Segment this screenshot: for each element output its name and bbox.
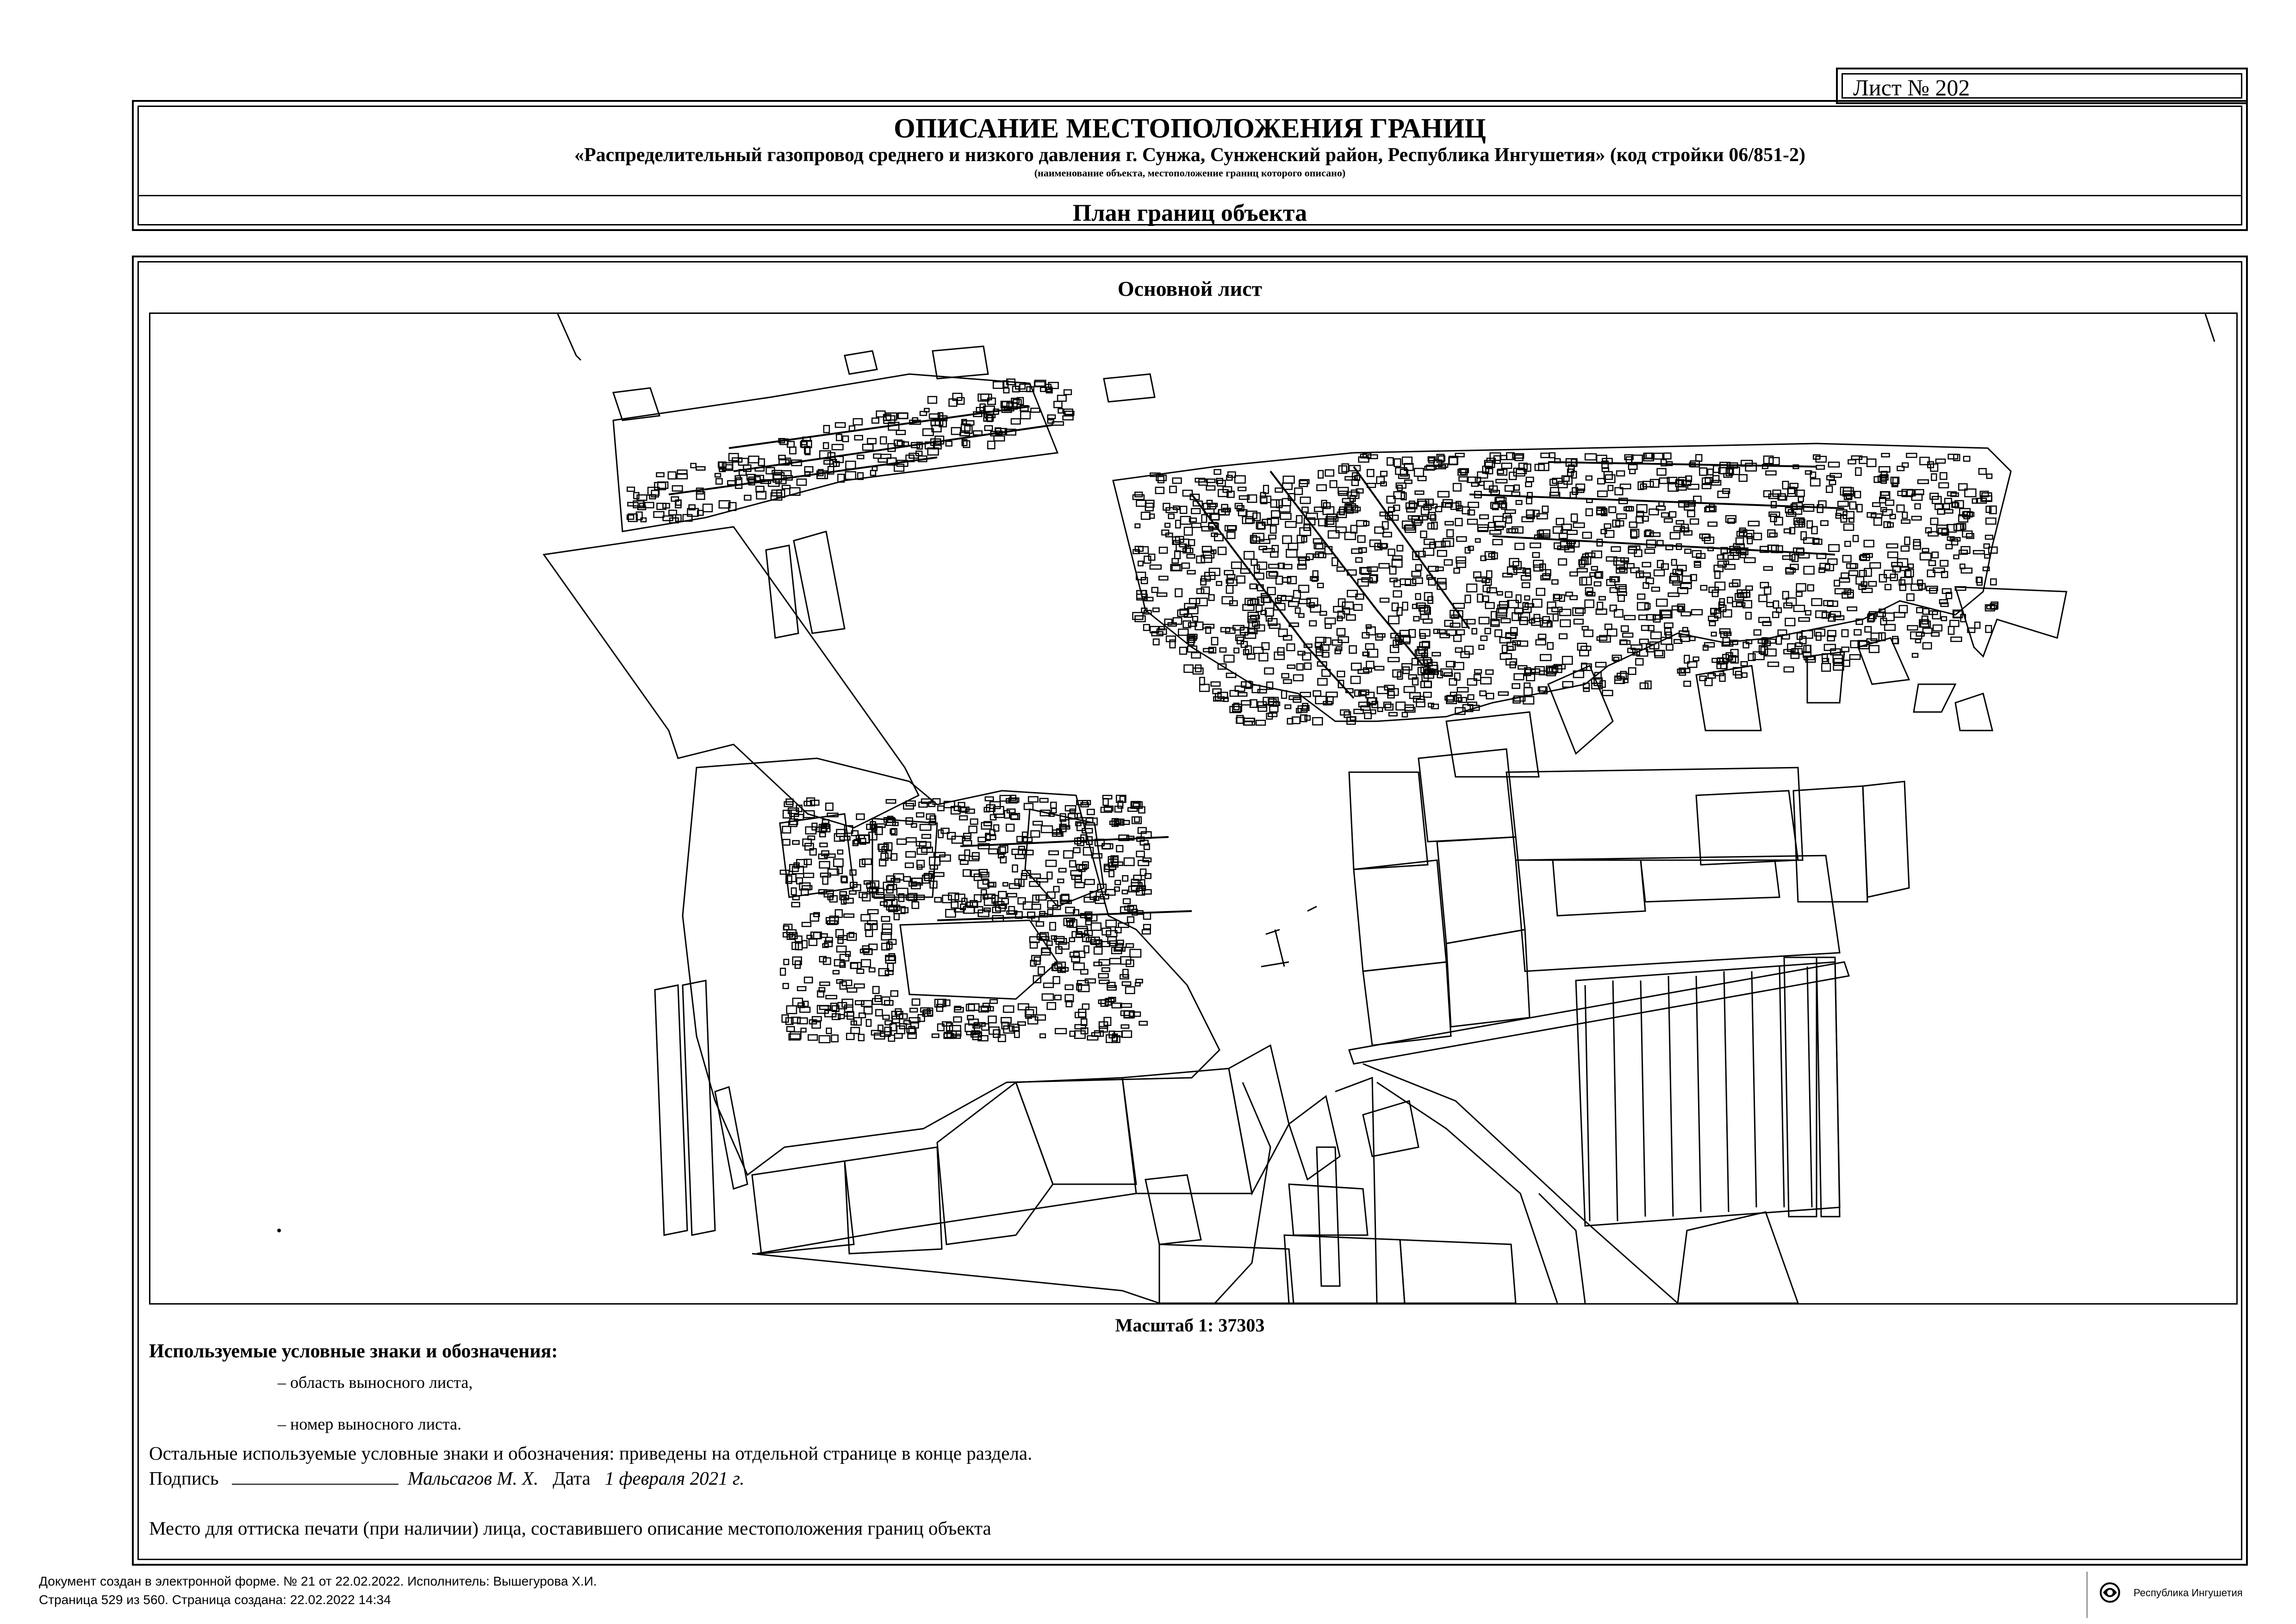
plan-title: План границ объекта [1072, 200, 1307, 226]
sheet-number: Лист № 202 [1842, 73, 2242, 99]
sheet-number-box [1836, 68, 2248, 104]
main-sheet-box [132, 256, 2248, 1566]
header-box [132, 100, 2248, 231]
header-inner-frame [137, 106, 2242, 225]
footer-divider [2086, 1572, 2088, 1618]
footer-page-info: Страница 529 из 560. Страница создана: 22.02.2022 14:34 [39, 1593, 391, 1607]
map-scale: Масштаб 1: 37303 [1115, 1315, 1265, 1336]
stamp-place-note: Место для оттиска печати (при наличии) лица, составившего описание местоположения границ объекта [149, 1518, 991, 1539]
main-sheet-title: Основной лист [1117, 277, 1263, 300]
cadastral-map [150, 314, 2236, 1303]
map-frame [149, 312, 2238, 1305]
object-name: «Распределительный газопровод среднего и низкого давления г. Сунжа, Сунженский район, Республика Ингушетия» (код стройки 06/851-2) [574, 144, 1805, 166]
header-divider [139, 195, 2241, 196]
document-title: ОПИСАНИЕ МЕСТОПОЛОЖЕНИЯ ГРАНИЦ [894, 113, 1486, 144]
signature-label: Подпись [149, 1468, 219, 1489]
legend-item-inset-number: – номер выносного листа. [278, 1415, 462, 1433]
emblem-icon [2094, 1579, 2126, 1606]
date-label: Дата [553, 1468, 591, 1489]
signer-name: Мальсагов М. Х. [407, 1468, 539, 1489]
signature-line [149, 1467, 745, 1489]
object-name-caption: (наименование объекта, местоположение границ которого описано) [1034, 167, 1346, 179]
main-sheet-inner-frame [137, 261, 2242, 1560]
legend-title: Используемые условные знаки и обозначения: [149, 1341, 558, 1362]
signature-date: 1 февраля 2021 г. [604, 1468, 745, 1489]
footer-document-info: Документ создан в электронной форме. № 21 от 22.02.2022. Исполнитель: Вышегурова Х.И. [39, 1574, 597, 1588]
other-signs-note: Остальные используемые условные знаки и обозначения: приведены на отдельной странице в конце раздела. [149, 1443, 1033, 1464]
footer-logo-text: Республика Ингушетия [2134, 1587, 2243, 1599]
legend-item-inset-area: – область выносного листа, [278, 1373, 473, 1392]
signature-blank [232, 1470, 398, 1485]
